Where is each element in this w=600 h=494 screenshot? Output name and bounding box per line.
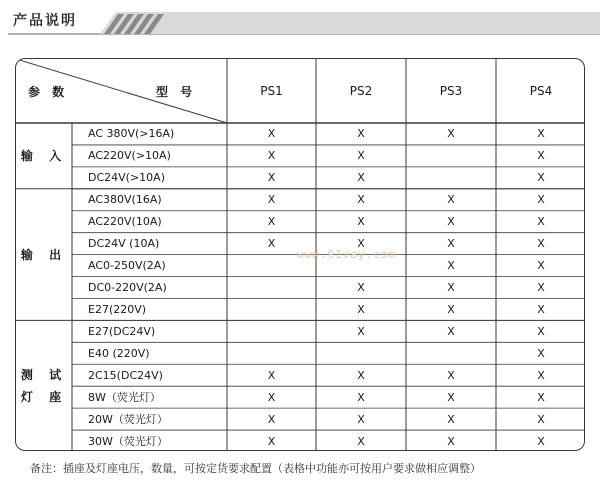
support-mark: X bbox=[357, 280, 365, 294]
column-header-ps3: PS3 bbox=[439, 84, 463, 98]
support-mark: X bbox=[357, 193, 365, 207]
support-mark: X bbox=[537, 324, 545, 338]
support-mark: X bbox=[447, 259, 455, 273]
support-mark: X bbox=[357, 171, 365, 185]
column-header-ps1: PS1 bbox=[260, 84, 283, 98]
support-mark: X bbox=[267, 215, 276, 229]
support-mark: X bbox=[267, 149, 276, 163]
support-mark: X bbox=[267, 368, 276, 382]
support-mark: X bbox=[537, 412, 545, 426]
row-item-label: E27(DC24V) bbox=[88, 324, 156, 338]
support-mark: X bbox=[447, 215, 455, 229]
support-mark: X bbox=[357, 412, 365, 426]
row-item-label: DC0-220V(2A) bbox=[88, 280, 167, 294]
support-mark: X bbox=[537, 193, 545, 207]
support-mark: X bbox=[447, 280, 455, 294]
support-mark: X bbox=[357, 127, 365, 141]
support-mark: X bbox=[357, 324, 365, 338]
support-mark: X bbox=[357, 368, 365, 382]
support-mark: X bbox=[447, 412, 455, 426]
support-mark: X bbox=[447, 127, 455, 141]
support-mark: X bbox=[537, 237, 545, 251]
row-item-label: 2C15(DC24V) bbox=[88, 368, 163, 382]
column-header-ps2: PS2 bbox=[349, 84, 373, 98]
support-mark: X bbox=[537, 171, 545, 185]
row-item-label: 30W（荧光灯） bbox=[88, 435, 168, 449]
support-mark: X bbox=[357, 390, 365, 404]
group-label bbox=[16, 123, 72, 189]
row-item-label: E40 (220V) bbox=[88, 346, 150, 360]
group-label bbox=[16, 189, 72, 321]
row-item-label: DC24V (10A) bbox=[88, 237, 160, 251]
support-mark: X bbox=[357, 215, 365, 229]
support-mark: X bbox=[537, 368, 545, 382]
support-mark: X bbox=[537, 434, 545, 448]
group-label-line: 输 入 bbox=[20, 148, 68, 163]
row-item-label: AC220V(10A) bbox=[88, 215, 162, 229]
support-mark: X bbox=[447, 193, 455, 207]
row-item-label: DC24V(>10A) bbox=[88, 171, 165, 185]
support-mark: X bbox=[447, 390, 455, 404]
support-mark: X bbox=[357, 237, 365, 251]
support-mark: X bbox=[537, 215, 545, 229]
support-mark: X bbox=[267, 193, 276, 207]
row-item-label: AC0-250V(2A) bbox=[88, 259, 166, 273]
row-item-label: AC 380V(>16A) bbox=[88, 127, 175, 141]
support-mark: X bbox=[447, 434, 455, 448]
support-mark: X bbox=[537, 302, 545, 316]
model-label: 型 号 bbox=[156, 84, 197, 99]
support-mark: X bbox=[267, 237, 276, 251]
group-label-line: 测 试 bbox=[20, 368, 68, 383]
support-mark: X bbox=[357, 434, 365, 448]
group-label bbox=[16, 320, 72, 451]
support-mark: X bbox=[357, 302, 365, 316]
row-item-label: 20W（荧光灯） bbox=[88, 413, 168, 427]
group-label-line: 输 出 bbox=[20, 247, 68, 262]
column-header-ps4: PS4 bbox=[529, 84, 553, 98]
support-mark: X bbox=[537, 346, 545, 360]
support-mark: X bbox=[537, 390, 545, 404]
support-mark: X bbox=[447, 324, 455, 338]
param-label: 参 数 bbox=[28, 84, 69, 99]
support-mark: X bbox=[447, 237, 455, 251]
header-decoration bbox=[0, 0, 600, 40]
watermark: www.91vay.com bbox=[297, 248, 397, 261]
support-mark: X bbox=[267, 171, 276, 185]
row-item-label: E27(220V) bbox=[88, 302, 147, 316]
support-mark: X bbox=[537, 280, 545, 294]
support-mark: X bbox=[267, 434, 276, 448]
support-mark: X bbox=[357, 149, 365, 163]
support-mark: X bbox=[267, 412, 276, 426]
row-item-label: AC380V(16A) bbox=[88, 193, 162, 207]
row-item-label: 8W（荧光灯） bbox=[88, 391, 161, 405]
support-mark: X bbox=[537, 149, 545, 163]
support-mark: X bbox=[447, 368, 455, 382]
support-mark: X bbox=[267, 390, 276, 404]
section-title: 产品说明 bbox=[13, 13, 77, 29]
support-mark: X bbox=[447, 302, 455, 316]
row-item-label: AC220V(>10A) bbox=[88, 149, 171, 163]
footnote: 备注：插座及灯座电压，数量，可按定货要求配置（表格中功能亦可按用户要求做相应调整） bbox=[30, 462, 481, 475]
section-header bbox=[0, 0, 600, 40]
group-label-line: 灯 座 bbox=[20, 390, 68, 405]
support-mark: X bbox=[267, 127, 276, 141]
support-mark: X bbox=[537, 259, 545, 273]
support-mark: X bbox=[537, 127, 545, 141]
